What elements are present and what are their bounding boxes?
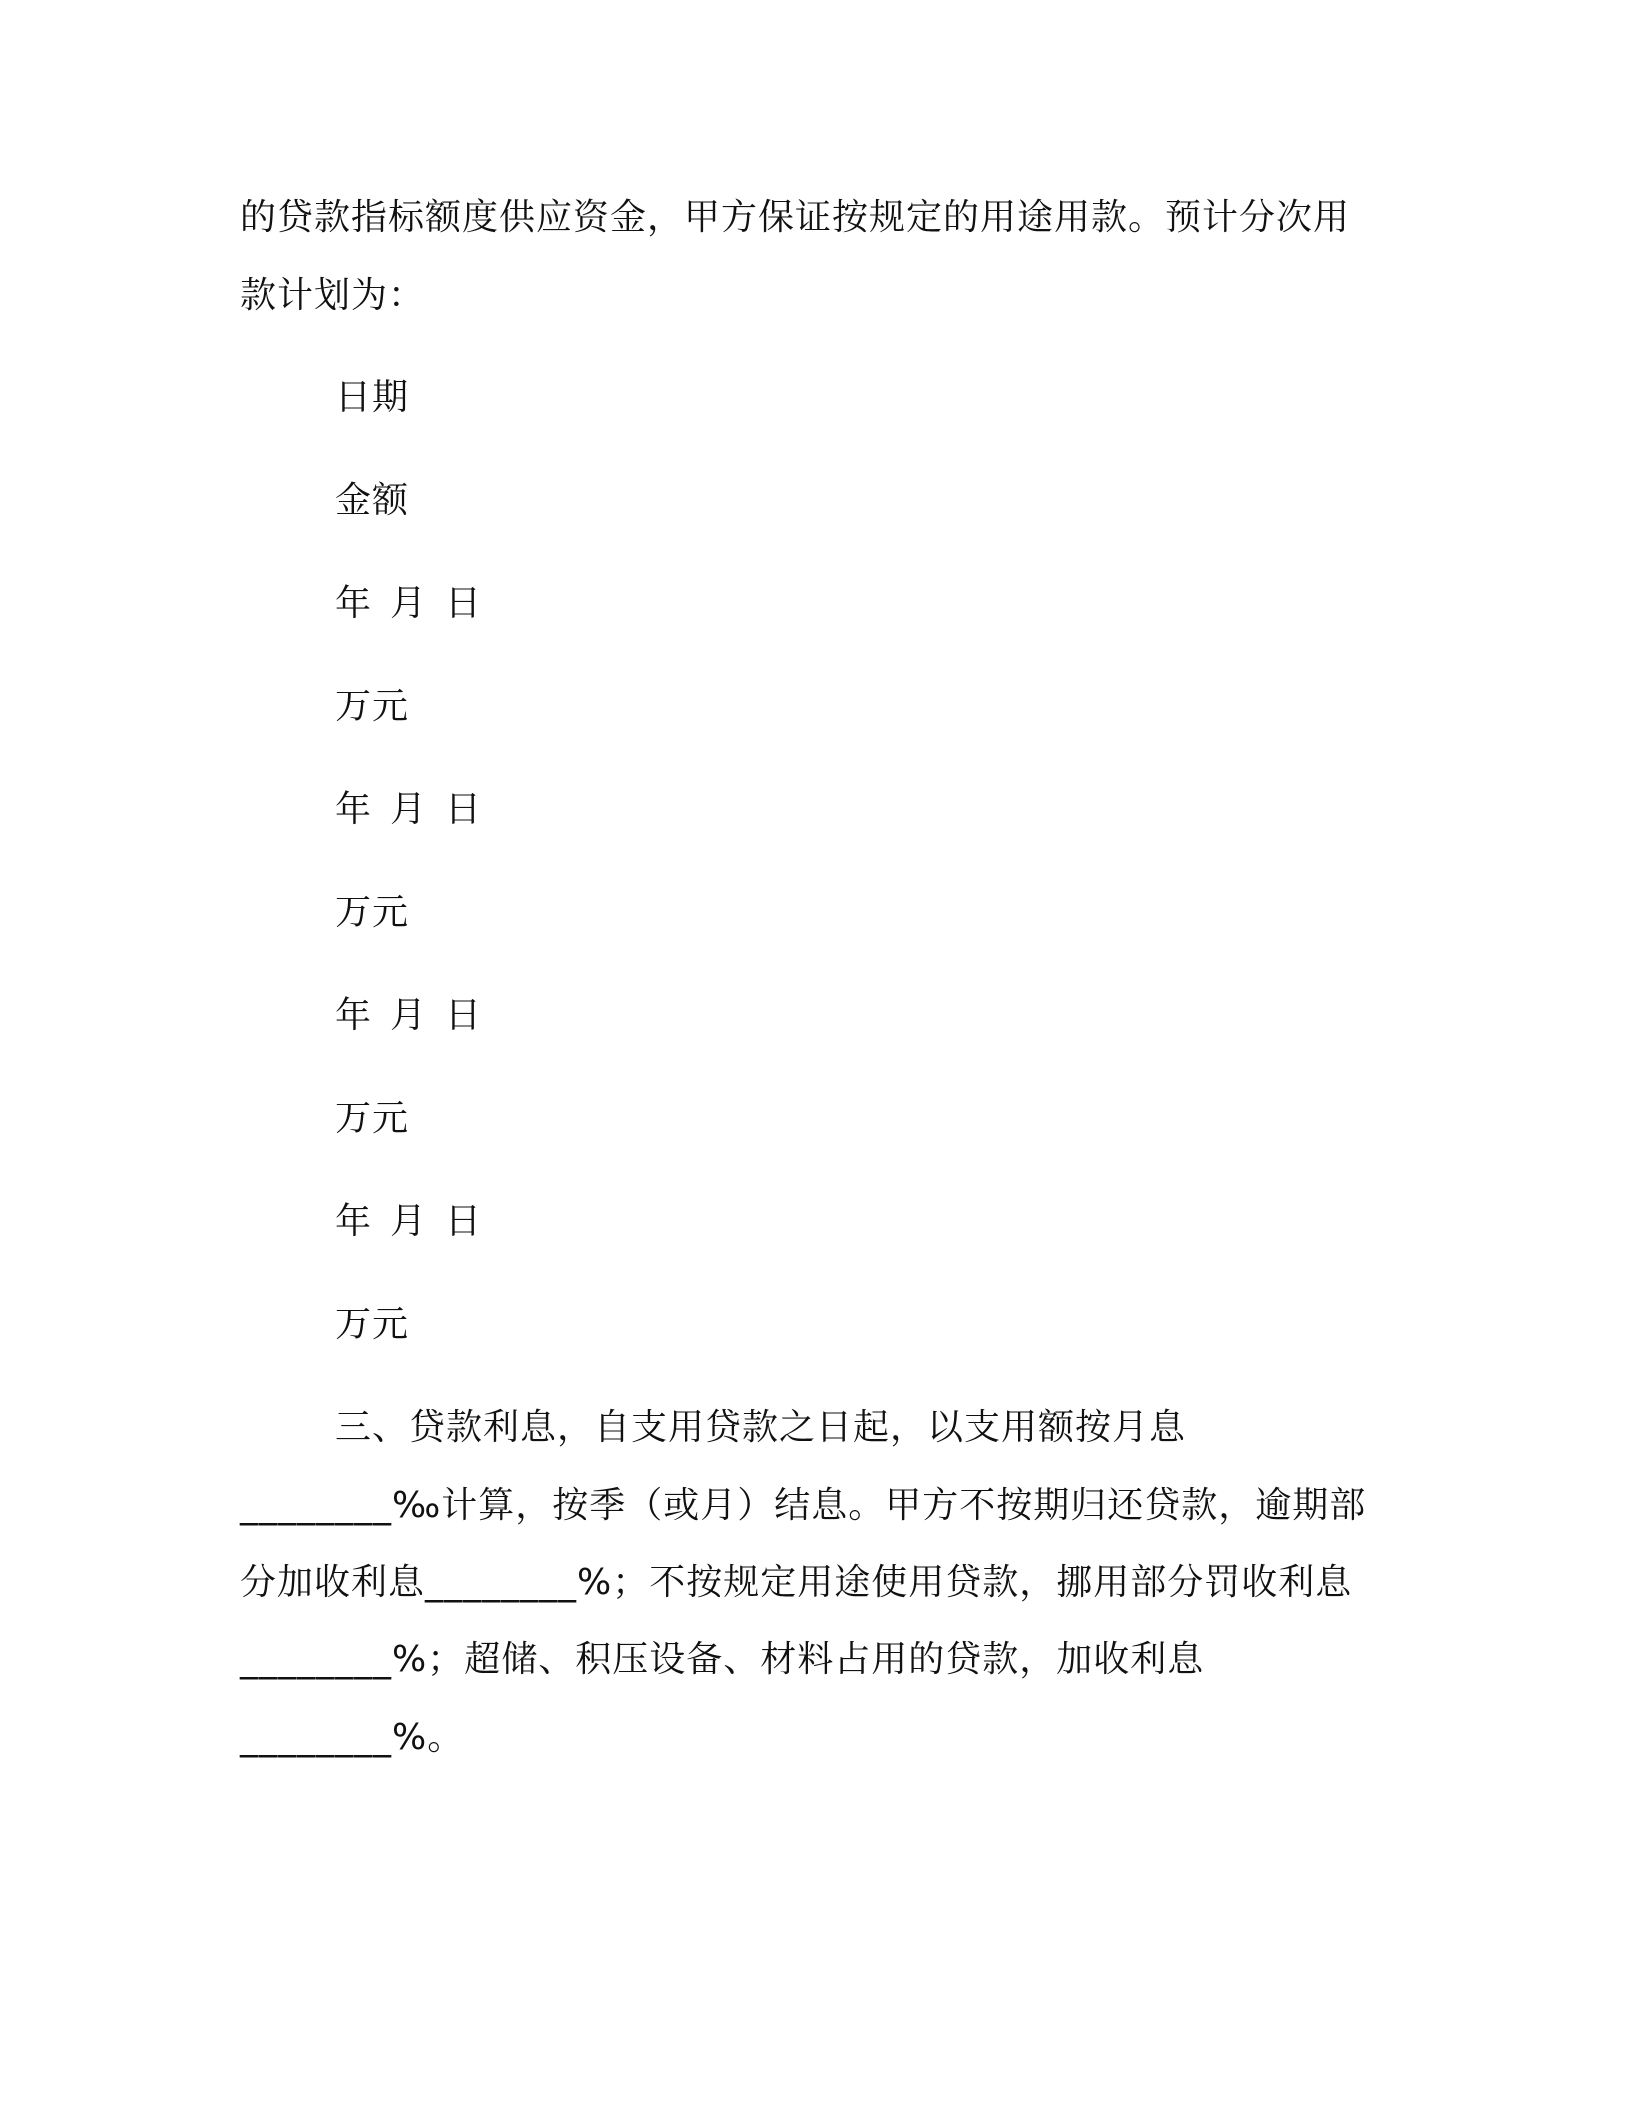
interest-clause-line-5: ________%。 bbox=[240, 1717, 465, 1758]
interest-clause-line-3: 分加收利息________%；不按规定用途使用贷款，挪用部分罚收利息 bbox=[240, 1562, 1353, 1603]
schedule-entry-1-amount: 万元 bbox=[335, 686, 410, 727]
intro-line-1: 的贷款指标额度供应资金，甲方保证按规定的用途用款。预计分次用 bbox=[240, 197, 1351, 238]
interest-clause-line-4: ________%；超储、积压设备、材料占用的贷款，加收利息 bbox=[240, 1639, 1205, 1680]
schedule-entry-2-amount: 万元 bbox=[335, 892, 410, 933]
schedule-entry-4-date bbox=[335, 1198, 1485, 1246]
month-label: 月 bbox=[390, 789, 428, 830]
schedule-entry-4-amount: 万元 bbox=[335, 1304, 410, 1345]
day-label: 日 bbox=[445, 789, 483, 830]
day-label: 日 bbox=[445, 995, 483, 1036]
schedule-header-amount: 金额 bbox=[335, 480, 410, 521]
schedule-entry-3-date bbox=[335, 992, 1485, 1040]
schedule-entry-2-date bbox=[335, 786, 1485, 834]
schedule-header-date: 日期 bbox=[335, 377, 410, 418]
month-label: 月 bbox=[390, 583, 428, 624]
year-label: 年 bbox=[335, 789, 373, 830]
schedule-entry-3-amount: 万元 bbox=[335, 1098, 410, 1139]
day-label: 日 bbox=[445, 1201, 483, 1242]
month-label: 月 bbox=[390, 1201, 428, 1242]
day-label: 日 bbox=[445, 583, 483, 624]
month-label: 月 bbox=[390, 995, 428, 1036]
year-label: 年 bbox=[335, 995, 373, 1036]
intro-line-2: 款计划为： bbox=[240, 275, 426, 316]
year-label: 年 bbox=[335, 583, 373, 624]
year-label: 年 bbox=[335, 1201, 373, 1242]
schedule-entry-1-date bbox=[335, 580, 1485, 628]
interest-clause-line-2: ________‰计算，按季（或月）结息。甲方不按期归还贷款，逾期部 bbox=[240, 1485, 1367, 1526]
interest-clause-line-1: 三、贷款利息，自支用贷款之日起，以支用额按月息 bbox=[335, 1407, 1187, 1448]
